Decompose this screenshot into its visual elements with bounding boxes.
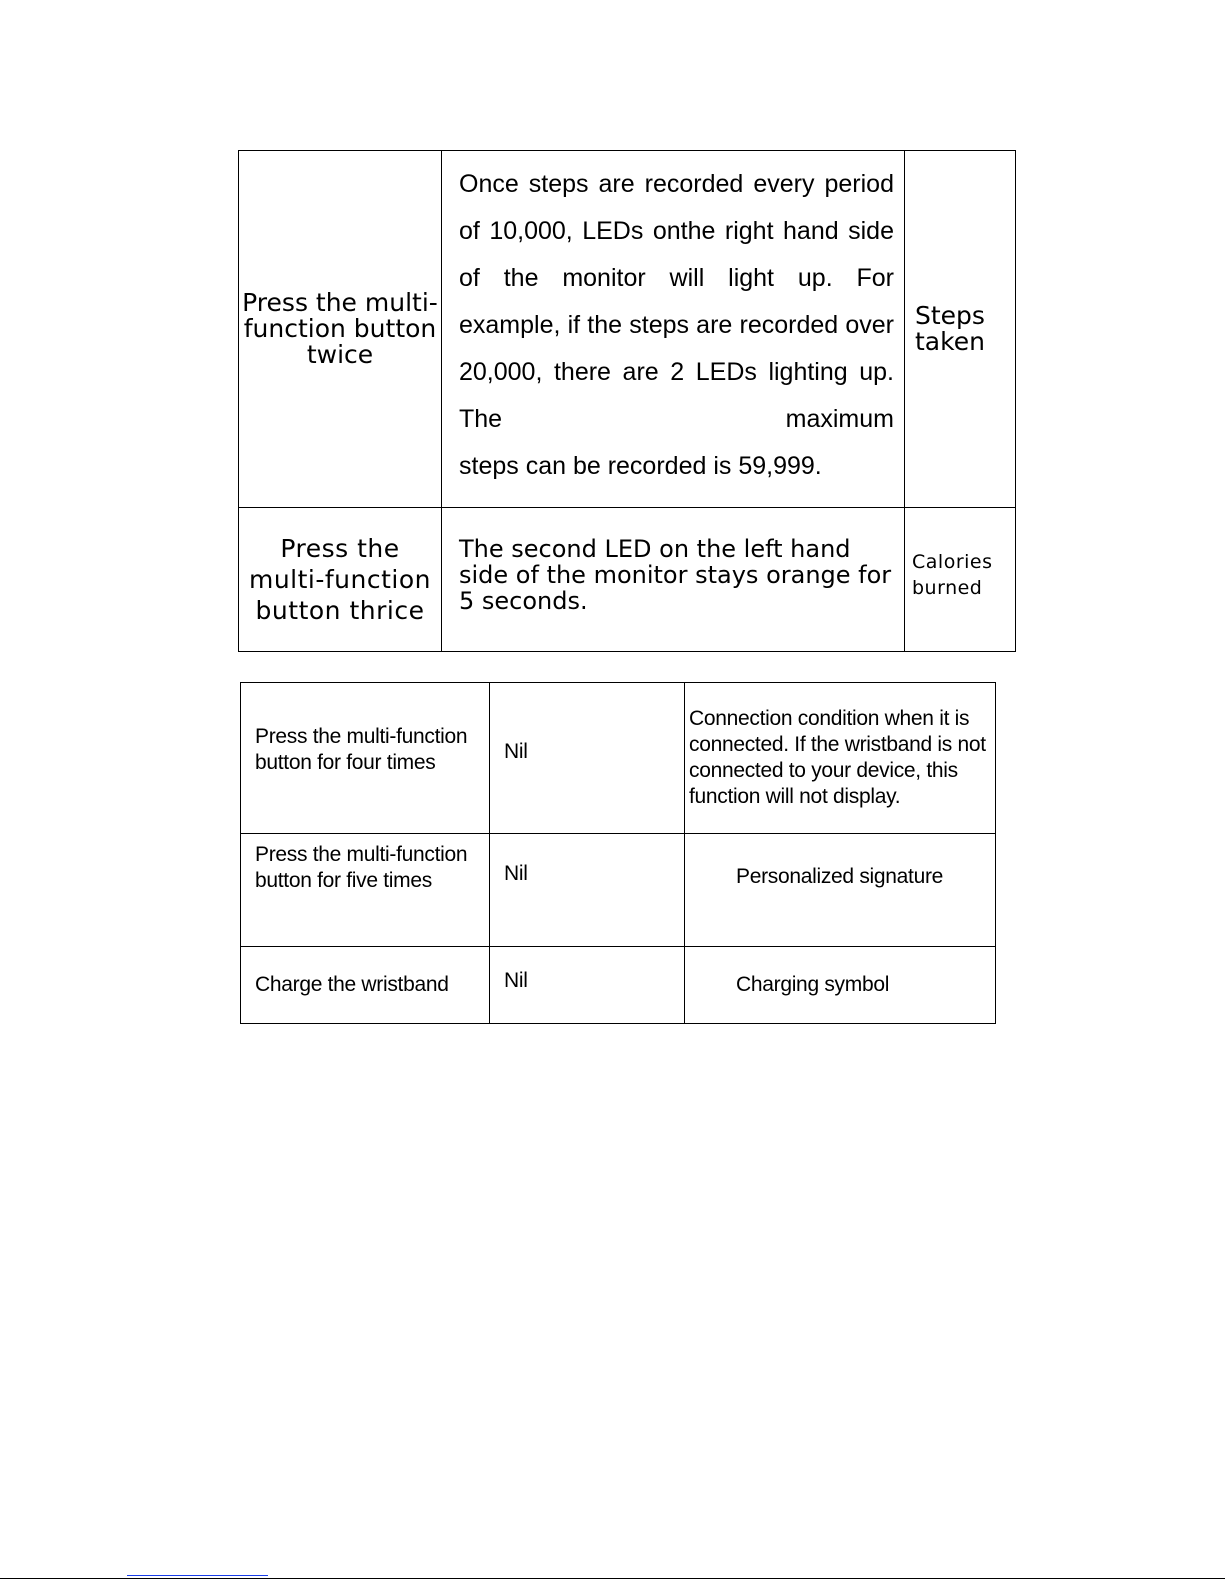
status-cell: Nil: [490, 834, 685, 947]
table-row: [239, 151, 1016, 508]
page-bottom-divider: [0, 1578, 1225, 1579]
action-cell: Press the multi-function button thrice: [239, 508, 442, 652]
footer-link-underline: [127, 1575, 268, 1576]
status-cell: Nil: [490, 947, 685, 1024]
status-cell: Nil: [490, 683, 685, 834]
display-cell: Charging symbol: [685, 947, 996, 1024]
table-row: [241, 834, 996, 947]
result-cell: Steps taken: [905, 151, 1016, 508]
action-cell: Press the multi-function button twice: [239, 151, 442, 508]
display-cell: Connection condition when it is connected. If the wristband is not connected to your device, this function will not display.: [685, 683, 996, 834]
table-row: [241, 947, 996, 1024]
action-cell: Press the multi-function button for five times: [241, 834, 490, 947]
table-row: [241, 683, 996, 834]
display-cell: Personalized signature: [685, 834, 996, 947]
button-functions-table-1: [238, 150, 1016, 652]
button-functions-table-2: [240, 682, 996, 1024]
action-cell: Charge the wristband: [241, 947, 490, 1024]
action-cell: Press the multi-function button for four times: [241, 683, 490, 834]
description-cell: The second LED on the left hand side of the monitor stays orange for 5 seconds.: [442, 508, 905, 652]
table-row: [239, 508, 1016, 652]
description-cell: Once steps are recorded every period of 10,000, LEDs onthe right hand side of the monitor will light up. For example, if the steps are recorded over 20,000, there are 2 LEDs lighting up. The maximum steps can be recorded is 59,999.: [442, 151, 905, 508]
result-cell: Calories burned: [905, 508, 1016, 652]
